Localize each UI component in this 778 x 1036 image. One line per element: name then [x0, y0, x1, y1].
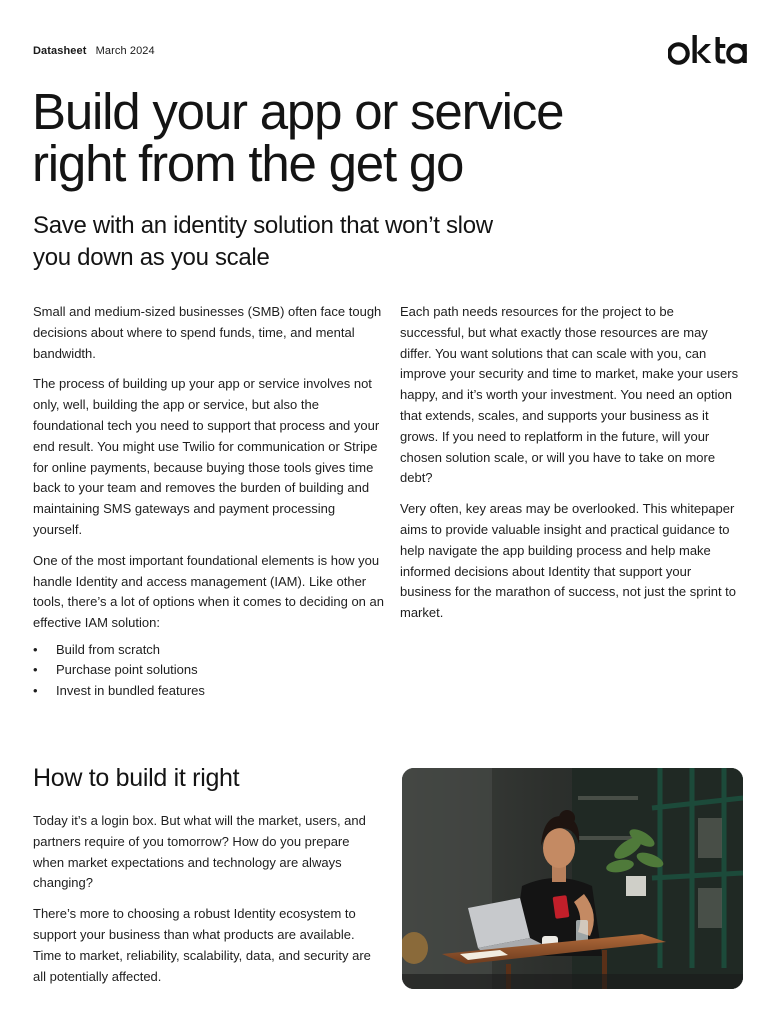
- document-date: March 2024: [95, 45, 155, 57]
- bullet-icon: •: [33, 682, 38, 698]
- intro-paragraph-3: One of the most important foundational elements is how you handle Identity and access management (IAM). Like other tools, there’s a lot of options when it comes to deciding on an effective IAM solution:: [33, 552, 384, 631]
- intro-right-column: [400, 302, 740, 634]
- cafe-laptop-photo: [402, 768, 743, 989]
- list-item-label: Invest in bundled features: [56, 682, 205, 698]
- subhead-line-2: you down as you scale: [33, 244, 270, 271]
- intro-paragraph-5: Very often, key areas may be overlooked. This whitepaper aims to provide valuable insight and practical guidance to help navigate the app building process and help make informed decisions about Identity that support your business for the marathon of success, not just the sprint to market.: [400, 501, 737, 621]
- section-body: [33, 811, 378, 997]
- section-title: How to build it right: [33, 764, 240, 792]
- intro-paragraph-4: Each path needs resources for the project to be successful, but what exactly those resources are may differ. You want solutions that can scale with you, can improve your security and time to market, make your users happy, and it’s worth your investment. You need an option that extends, scales, and supports your business as it grows. If you need to replatform in the future, will your chosen solution scale, or will you have to take on more debt?: [400, 304, 739, 486]
- list-item: [33, 681, 385, 702]
- bullet-icon: •: [33, 662, 38, 678]
- bullet-icon: •: [33, 641, 38, 657]
- list-item: [33, 640, 385, 661]
- headline-line-2: right from the get go: [32, 135, 464, 192]
- intro-left-column: [33, 302, 385, 701]
- intro-paragraph-1: Small and medium-sized businesses (SMB) often face tough decisions about where to spend funds, time, and mental bandwidth.: [33, 304, 382, 361]
- page-headline: [32, 83, 722, 192]
- intro-paragraph-2: The process of building up your app or service involves not only, well, building the app or service, but also the foundational tech you need to support that process and your end result. You might use Twilio for communication or Stripe for online payments, because buying those tools gives time back to your team and removes the burden of building and maintaining SMS gateways and payment processing yourself.: [33, 376, 380, 537]
- iam-options-list: [33, 640, 385, 702]
- okta-logo: [668, 33, 748, 69]
- subhead-line-1: Save with an identity solution that won’t slow: [33, 212, 493, 239]
- section-paragraph-1: Today it’s a login box. But what will the market, users, and partners require of you tomorrow? How do you prepare when market expectations and technology are always changing?: [33, 813, 366, 891]
- document-meta: [33, 45, 155, 57]
- document-type: Datasheet: [33, 45, 87, 57]
- list-item-label: Purchase point solutions: [56, 662, 198, 678]
- headline-line-1: Build your app or service: [32, 83, 564, 140]
- list-item: [33, 660, 385, 681]
- section-paragraph-2: There’s more to choosing a robust Identity ecosystem to support your business than what products are available. Time to market, reliability, scalability, data, and security are all potentially affected.: [33, 906, 371, 984]
- list-item-label: Build from scratch: [56, 641, 161, 657]
- page-subheadline: [33, 210, 593, 274]
